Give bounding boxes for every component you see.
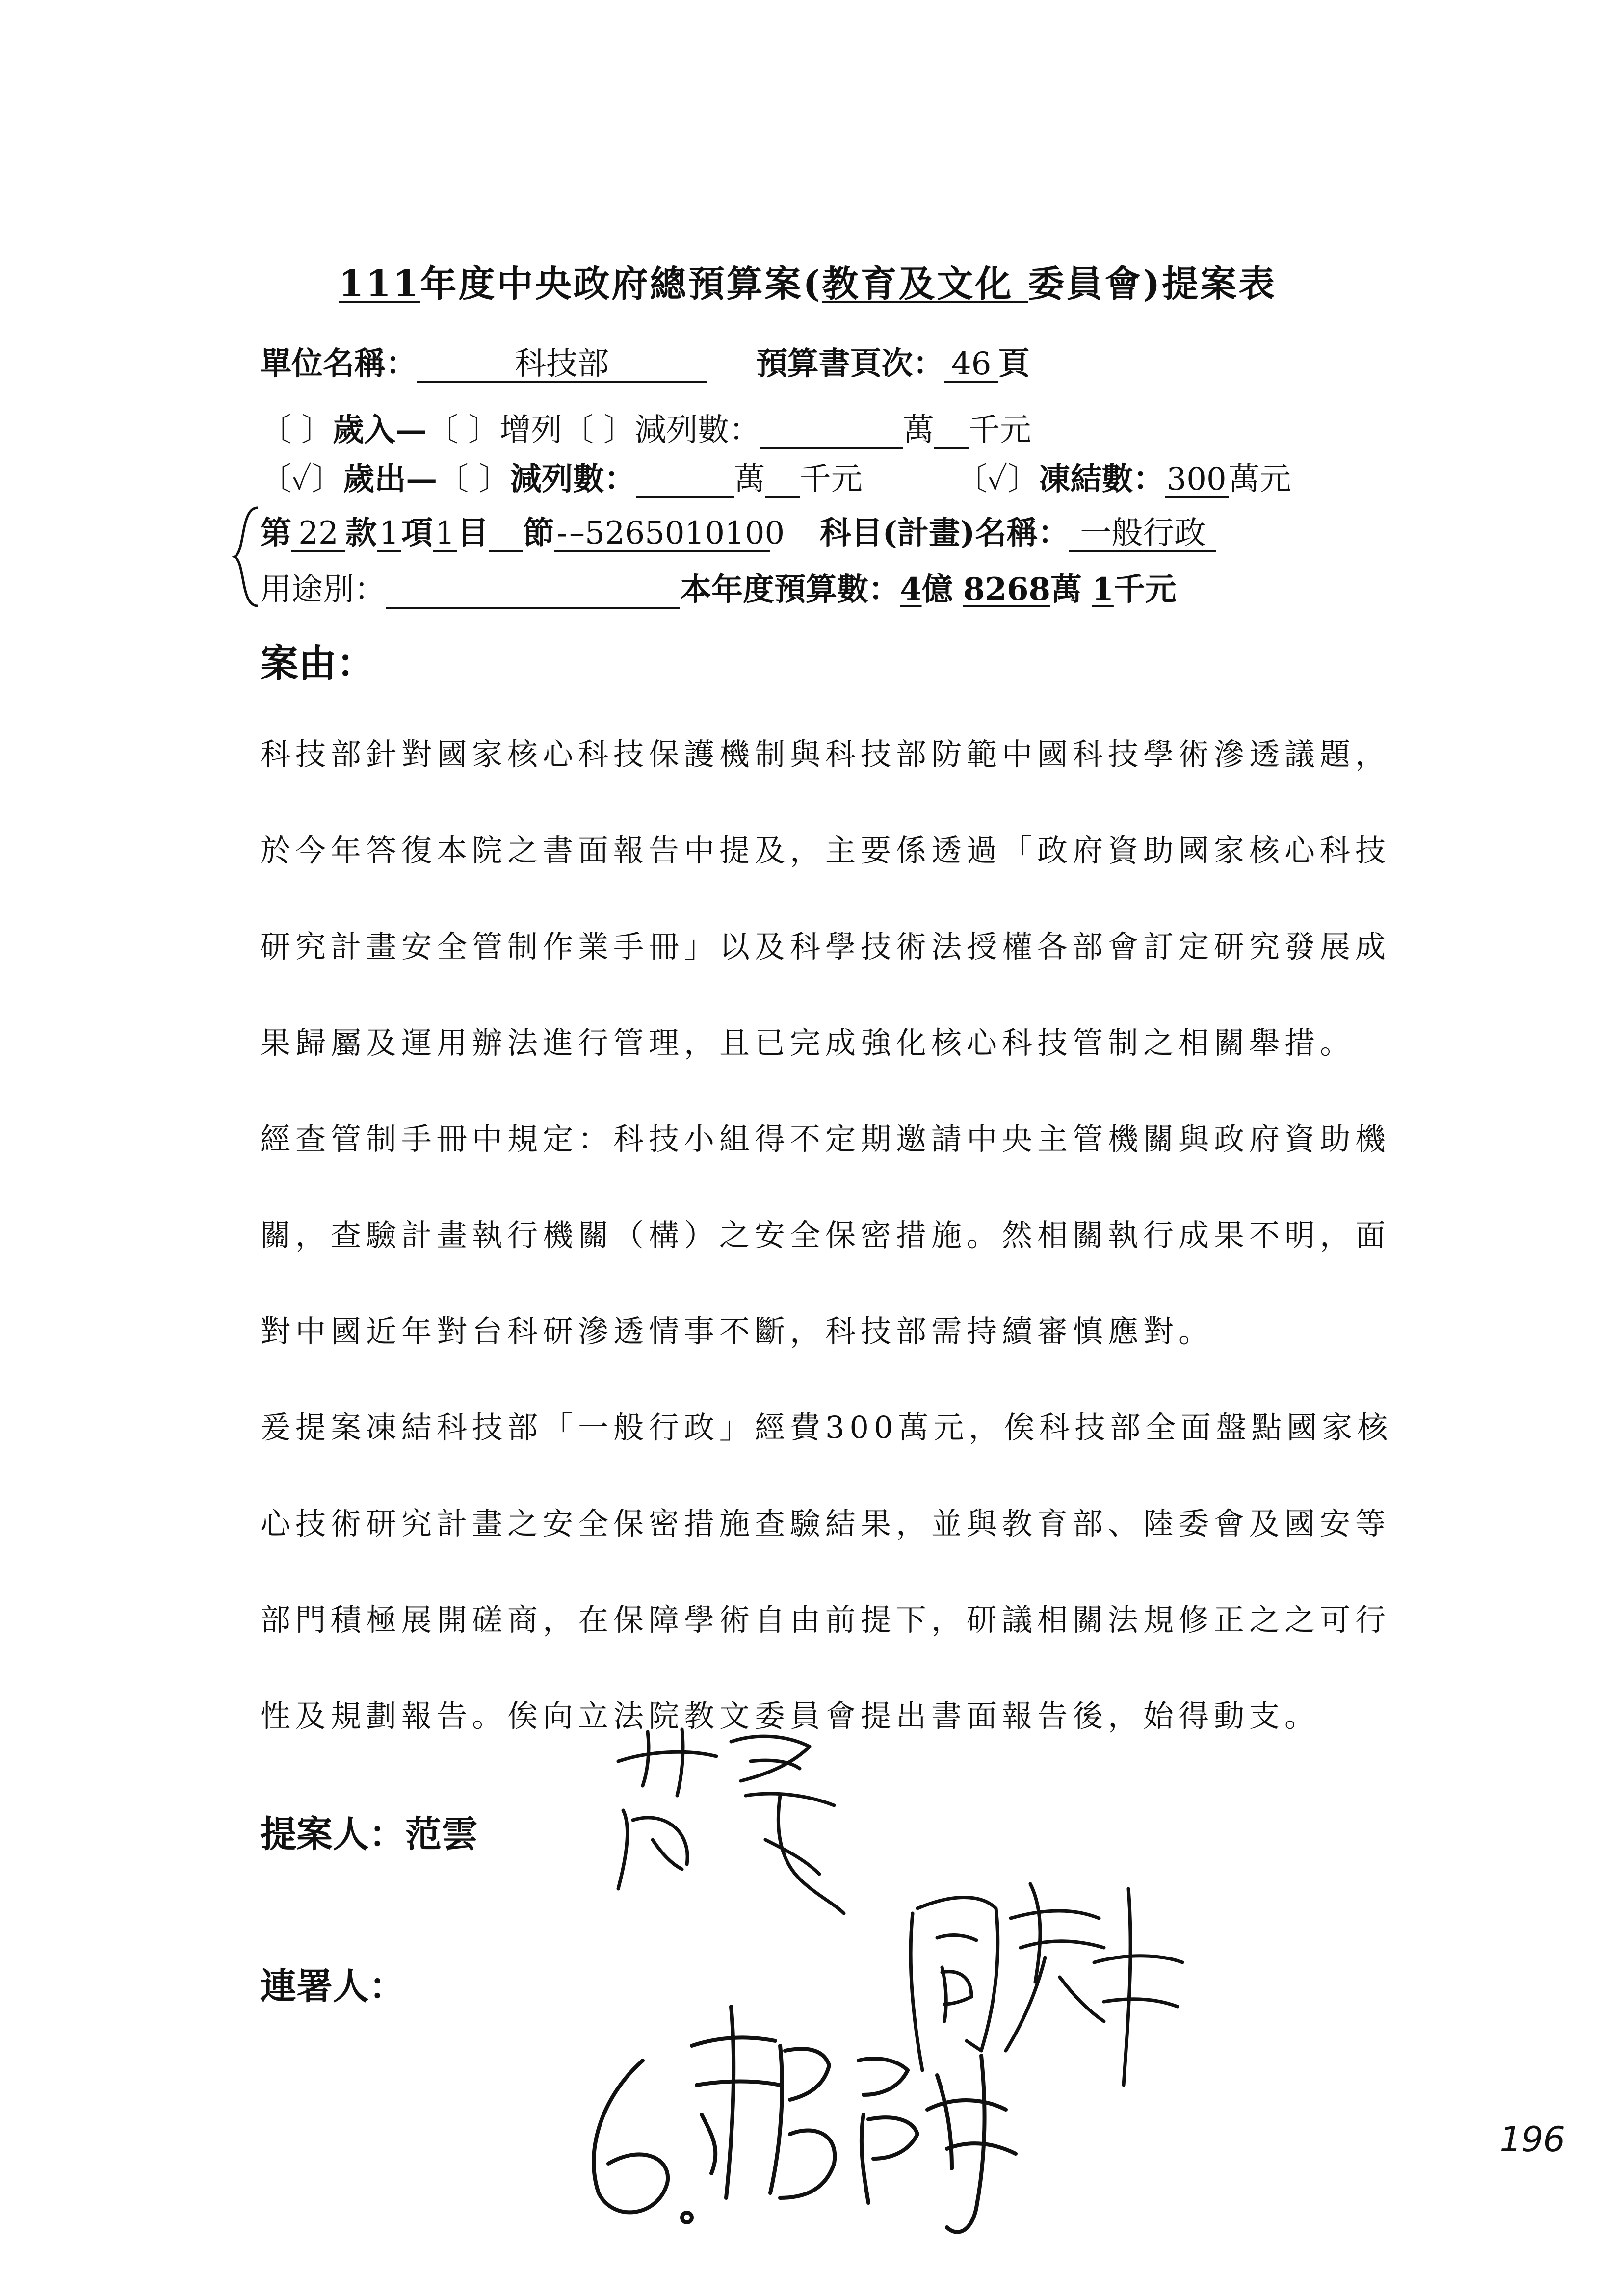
yi-label: 億 [921, 571, 953, 608]
unit-label: 單位名稱： [260, 345, 417, 382]
page-ref-label: 預算書頁次： [756, 345, 944, 382]
paragraph-1: 科技部針對國家核心科技保護機制與科技部防範中國科技學術滲透議題，於今年答復本院之書面報告中提及，主要係透過「政府資助國家核心科技研究計畫安全管制作業手冊」以及科學技術法授權各部會訂定研究發展成果歸屬及運用辦法進行管理，且已完成強化核心科技管制之相關舉措。 [260, 736, 1391, 1061]
di-label: 第 [260, 515, 291, 551]
page-ref-suffix: 頁 [998, 345, 1030, 382]
jie-label: 節 [523, 515, 554, 551]
freeze-label: 凍結數： [1039, 461, 1165, 497]
decrease-label: 減列數： [635, 412, 760, 448]
item-line [260, 508, 1216, 553]
paragraph-2: 經查管制手冊中規定：科技小組得不定期邀請中央主管機關與政府資助機關，查驗計畫執行機關（構）之安全保密措施。然相關執行成果不明，面對中國近年對台科研滲透情事不斷，科技部需持續審慎應對。 [260, 1121, 1391, 1349]
freeze-unit: 萬元 [1228, 461, 1291, 497]
proposer-line [260, 1805, 478, 1857]
code-prefix: - [554, 516, 569, 552]
reason-heading: 案由： [260, 641, 375, 686]
revenue-wan: 萬 [903, 412, 934, 448]
cosigner-label: 連署人： [260, 1965, 405, 2008]
kuan-value: 22 [291, 516, 345, 552]
expense-line [260, 454, 1291, 499]
expense-wan: 萬 [733, 461, 765, 497]
increase-label: 增列 [499, 412, 562, 448]
wan-value: 8268 [963, 571, 1050, 608]
revenue-qian: 千元 [969, 412, 1031, 448]
mu-value: 1 [433, 516, 457, 552]
unit-line [260, 339, 1030, 384]
page-number: 196 [1499, 2119, 1565, 2160]
freeze-value: 300 [1165, 462, 1229, 498]
expense-label: 歲出— [343, 461, 438, 497]
wan-label: 萬 [1050, 571, 1082, 608]
freeze-checkbox: 〔✓〕 [956, 461, 1039, 497]
revenue-box-close: 〕 [301, 412, 333, 448]
paragraph-3: 爰提案凍結科技部「一般行政」經費300萬元，俟科技部全面盤點國家核心技術研究計畫之安全保密措施查驗結果，並與教育部、陸委會及國安等部門積極展開磋商，在保障學術自由前提下，研議相關法規修正之之可行性及規劃報告。俟向立法院教文委員會提出書面報告後，始得動支。 [260, 1409, 1393, 1734]
budget-code: –5265010100 [569, 516, 770, 552]
xiang-label: 項 [401, 515, 433, 551]
usage-label: 用途別： [260, 572, 386, 608]
decrease-box-close: 〕 [603, 412, 635, 448]
revenue-label: 歲入— [333, 412, 427, 448]
title-tail: 委員會)提案表 [1028, 263, 1277, 305]
signature-cosigner-2 [564, 1987, 1035, 2262]
expense-checkbox: 〔✓〕 [260, 461, 343, 497]
page-ref-value: 46 [944, 347, 998, 383]
subject-value: 一般行政 [1069, 516, 1216, 552]
title-committee: 教育及文化 [822, 263, 1028, 305]
revenue-box-open: 〔 [260, 412, 291, 448]
revenue-line [260, 405, 1031, 450]
expense-decrease-label: 減列數： [510, 461, 636, 497]
increase-box-close: 〕 [468, 412, 499, 448]
expense-decrease-box: 〔 〕 [437, 461, 510, 497]
title-main: 年度中央政府總預算案( [420, 263, 822, 305]
expense-qian: 千元 [799, 461, 863, 497]
kuan-label: 款 [345, 515, 377, 551]
yi-value: 4 [900, 571, 922, 608]
increase-box-open: 〔 [427, 412, 458, 448]
xiang-value: 1 [377, 516, 401, 552]
budget-label: 本年度預算數： [680, 571, 900, 608]
proposer-label: 提案人： [260, 1813, 405, 1855]
title-year: 111 [339, 263, 420, 305]
form-title [339, 255, 1320, 307]
usage-line [260, 564, 1177, 609]
signature-proposer [603, 1702, 859, 1957]
qian-label: 千元 [1113, 571, 1177, 608]
left-brace [231, 505, 260, 608]
decrease-box-open: 〔 [562, 412, 594, 448]
mu-label: 目 [457, 515, 489, 551]
unit-value: 科技部 [417, 347, 707, 383]
qian-value: 1 [1092, 571, 1114, 608]
proposer-name: 范雲 [405, 1813, 478, 1855]
subject-label: 科目(計畫)名稱： [819, 515, 1070, 551]
reason-body [260, 706, 1403, 1764]
